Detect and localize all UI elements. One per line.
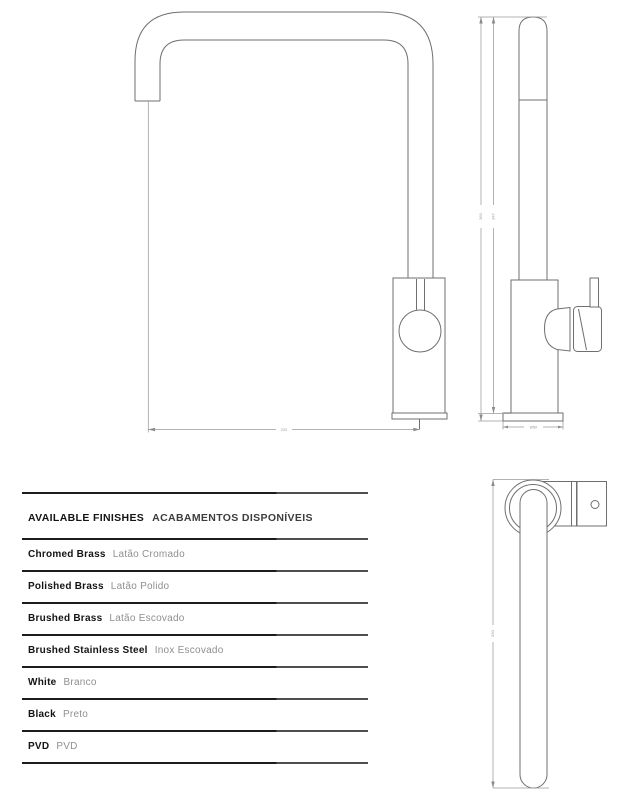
finish-name-pt: Latão Cromado (112, 548, 185, 560)
side-view-drawing (478, 17, 602, 430)
finish-row-black (22, 700, 368, 730)
finish-name-pt: PVD (56, 740, 78, 752)
finish-name-pt: Latão Polido (110, 580, 170, 592)
finish-name-en: Brushed Brass (28, 612, 103, 624)
finish-name-en: Polished Brass (28, 580, 104, 592)
finish-row-white (22, 668, 368, 698)
finish-name-en: Black (28, 708, 56, 720)
finish-row-pvd (22, 732, 368, 762)
dimension-label-base-diameter: Ø50 (529, 424, 538, 430)
finish-row-polished-brass (22, 572, 368, 602)
front-view-drawing (135, 12, 447, 433)
table-rule (22, 762, 368, 764)
dimension-label-front-reach: 232 (280, 426, 288, 432)
finish-name-pt: Latão Escovado (109, 612, 185, 624)
available-finishes-table (22, 492, 368, 764)
finish-name-en: Chromed Brass (28, 548, 106, 560)
dimension-label-side-spout-height: 347 (490, 213, 496, 220)
finish-row-chromed-brass (22, 540, 368, 570)
dimension-label-side-total-height: 360 (478, 213, 484, 220)
dimension-label-top-length: 330 (490, 630, 496, 637)
finish-name-pt: Branco (63, 676, 97, 688)
table-header-pt: ACABAMENTOS DISPONÍVEIS (152, 512, 313, 524)
finish-name-en: White (28, 676, 57, 688)
finish-name-en: PVD (28, 740, 50, 752)
table-header-en: AVAILABLE FINISHES (28, 512, 145, 524)
top-view-drawing (490, 480, 606, 789)
finish-name-en: Brushed Stainless Steel (28, 644, 148, 656)
finish-row-brushed-stainless-steel (22, 636, 368, 666)
finish-name-pt: Preto (62, 708, 89, 720)
finish-row-brushed-brass (22, 604, 368, 634)
finish-name-pt: Inox Escovado (154, 644, 224, 656)
table-header (22, 494, 368, 538)
